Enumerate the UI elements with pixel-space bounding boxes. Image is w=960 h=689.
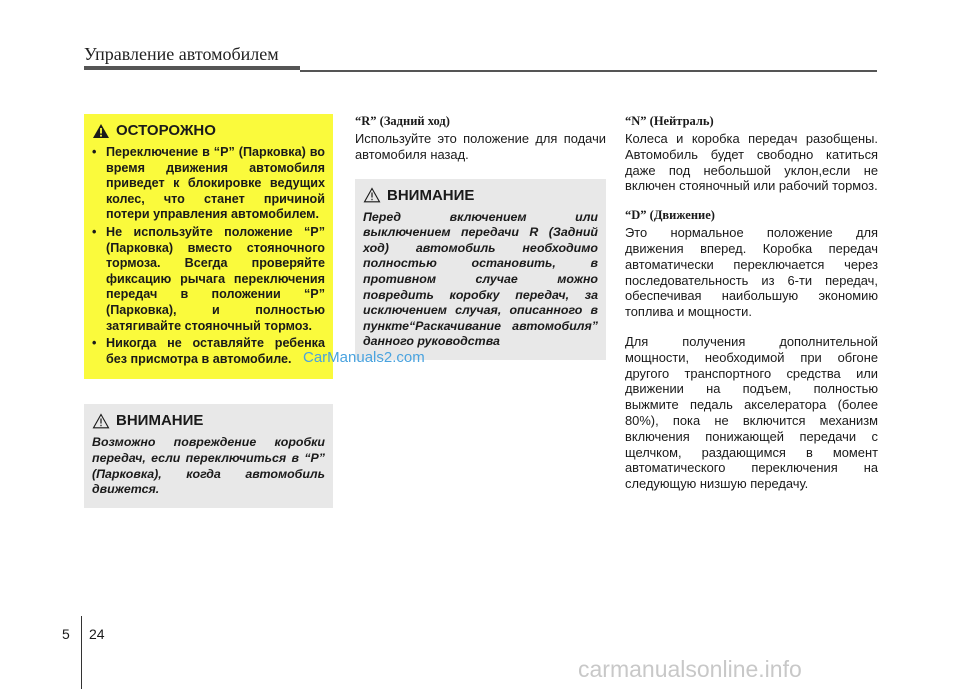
section-text-r: Используйте это положение для подачи автомобиля назад. — [355, 131, 606, 162]
warning-triangle-icon — [92, 123, 110, 139]
header-title: Управление автомобилем — [84, 44, 279, 64]
warning-box-header — [92, 122, 325, 139]
header-rule-thin — [300, 70, 877, 72]
header-rule-thick — [84, 66, 300, 70]
section-text-d-1: Это нормальное положение для движения вперед. Коробка передач автоматически переключается через последовательность из 6-ти передач, обеспечивая наибольшую экономию топлива и мощности. — [625, 225, 878, 320]
column-right — [625, 114, 878, 492]
section-title-n: “N” (Нейтраль) — [625, 114, 714, 128]
warning-item: • Никогда не оставляйте ребенка без присмотра в автомобиле. — [92, 336, 325, 367]
section-text-d-2: Для получения дополнительной мощности, необходимой при обгоне другого транспортного средства или движении на подъем, полностью выжмите педаль акселератора (более 80%), пока не включится механизм включения понижающей передачи с щелчком, раздающимся в момент автоматического переключения на следующую низшую передачу. — [625, 333, 878, 492]
notice-text: Возможно повреждение коробки передач, если переключиться в “P” (Парковка), когда автомобиль движется. — [92, 435, 325, 497]
caution-triangle-icon — [92, 413, 110, 429]
page-number: 24 — [89, 626, 105, 642]
section-text-n: Колеса и коробка передач разобщены. Автомобиль будет свободно катиться даже под небольшой уклон,если не включен стояночный или рабочий тормоз. — [625, 131, 878, 194]
warning-item: • Переключение в “P” (Парковка) во время движения автомобиля приведет к блокировке ведущих колес, что станет причиной потери управления автомобилем. — [92, 145, 325, 223]
warning-item: • Не используйте положение “P” (Парковка) вместо стояночного тормоза. Всегда проверяйте фиксацию рычага переключения передач в положении “P” (Парковка), и полностью затягивайте стояночный тормоз. — [92, 225, 325, 334]
notice-box-left — [84, 404, 333, 507]
caution-triangle-icon — [363, 187, 381, 203]
watermark-top: CarManuals2.com — [303, 349, 425, 366]
column-left — [84, 114, 333, 508]
section-title-d: “D” (Движение) — [625, 208, 715, 223]
notice-box-header — [363, 187, 598, 204]
notice-text: Перед включением или выключением передачи R (Задний ход) автомобиль необходимо полностью остановить, в противном случае можно повредить коробку передач, за исключением случая, описанного в пункте“Раскачивание автомобиля” данного руководства — [363, 209, 598, 349]
watermark-bottom: carmanualsonline.info — [578, 656, 802, 682]
page-section-number: 5 — [62, 626, 70, 642]
footer-separator — [81, 616, 82, 689]
section-title-r: “R” (Задний ход) — [355, 114, 450, 128]
warning-box — [84, 114, 333, 379]
notice-box-middle — [355, 179, 606, 360]
notice-title: ВНИМАНИЕ — [387, 186, 475, 204]
warning-list — [92, 145, 325, 367]
warning-title: ОСТОРОЖНО — [116, 122, 216, 139]
column-middle — [355, 114, 606, 360]
notice-box-header — [92, 412, 325, 429]
notice-title: ВНИМАНИЕ — [116, 412, 204, 430]
